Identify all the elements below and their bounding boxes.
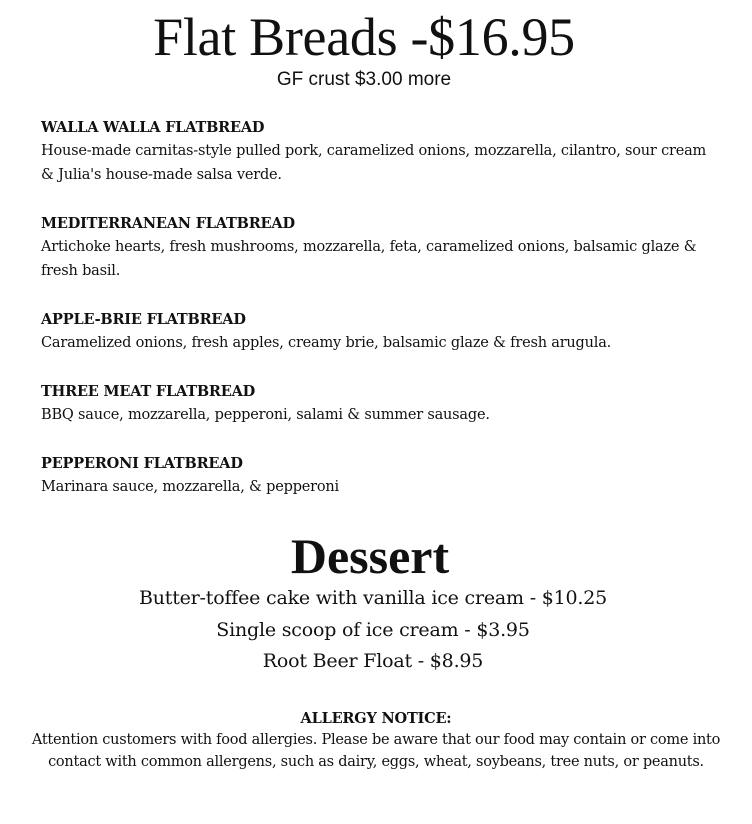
menu-item-name: WALLA WALLA FLATBREAD bbox=[41, 119, 265, 136]
dessert-title: Dessert bbox=[290, 528, 450, 584]
menu-item bbox=[41, 381, 711, 427]
menu-item bbox=[41, 213, 711, 283]
menu-item-description: Artichoke hearts, fresh mushrooms, mozzarella, feta, caramelized onions, balsamic glaze & fresh basil. bbox=[41, 239, 697, 279]
menu-item-name: APPLE-BRIE FLATBREAD bbox=[41, 311, 246, 328]
menu-item-description: BBQ sauce, mozzarella, pepperoni, salami & summer sausage. bbox=[41, 407, 490, 423]
gf-crust-note: GF crust $3.00 more bbox=[276, 69, 452, 90]
allergy-text: Attention customers with food allergies. Please be aware that our food may contain or come into contact with common allergens, such as dairy, eggs, wheat, soybeans, tree nuts, or peanuts. bbox=[31, 732, 721, 770]
dessert-item: Butter-toffee cake with vanilla ice cream - $10.25 bbox=[138, 587, 608, 609]
dessert-list bbox=[0, 583, 752, 678]
menu-item-name: THREE MEAT FLATBREAD bbox=[41, 383, 256, 400]
allergy-notice bbox=[30, 708, 722, 773]
menu-item-description: House-made carnitas-style pulled pork, caramelized onions, mozzarella, cilantro, sour cream & Julia's house-made salsa verde. bbox=[41, 143, 707, 183]
menu-item bbox=[41, 117, 711, 187]
dessert-item: Single scoop of ice cream - $3.95 bbox=[216, 618, 530, 641]
menu-item-name: MEDITERRANEAN FLATBREAD bbox=[41, 215, 295, 232]
menu-item-name: PEPPERONI FLATBREAD bbox=[41, 455, 243, 472]
flatbreads-title: Flat Breads -$16.95 bbox=[153, 7, 575, 67]
menu-item-description: Caramelized onions, fresh apples, creamy brie, balsamic glaze & fresh arugula. bbox=[41, 335, 612, 351]
flatbread-list bbox=[41, 117, 711, 499]
menu-item bbox=[41, 453, 711, 499]
menu-item-description: Marinara sauce, mozzarella, & pepperoni bbox=[41, 479, 339, 495]
dessert-item: Root Beer Float - $8.95 bbox=[262, 650, 484, 672]
allergy-heading: ALLERGY NOTICE: bbox=[300, 710, 452, 727]
menu-item bbox=[41, 309, 711, 355]
